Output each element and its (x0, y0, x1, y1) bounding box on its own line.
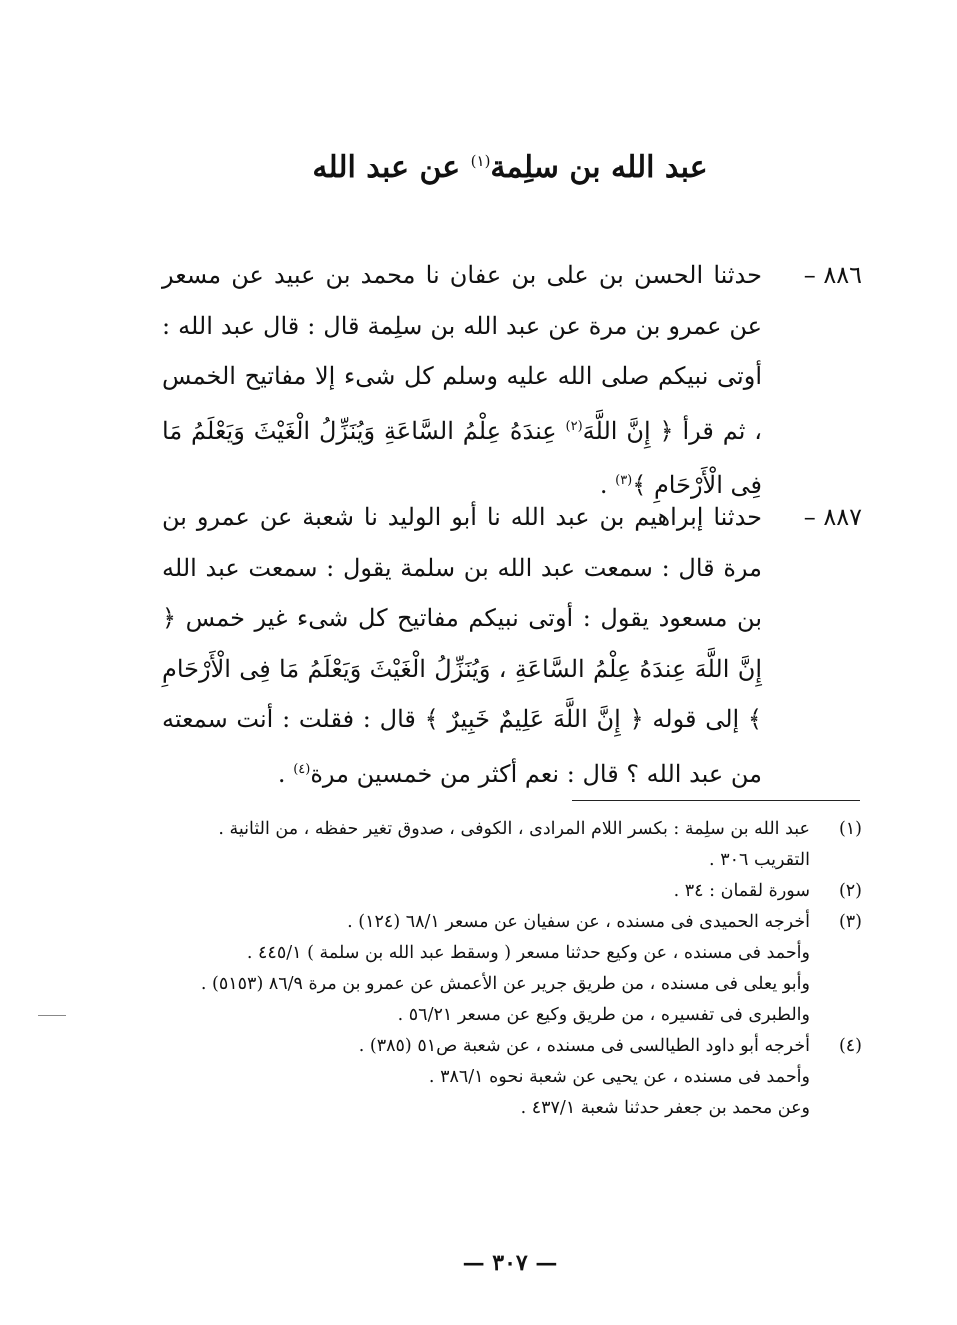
footnotes (152, 814, 862, 1124)
title-footnote-ref[interactable]: (١) (470, 152, 491, 170)
chapter-title (160, 150, 860, 185)
hadith-text-part: . (599, 471, 608, 499)
footnote-line: عبد الله بن سلِمة : بكسر اللام المرادى ، الكوفى ، صدوق تغير حفظه ، من الثانية . (218, 819, 810, 839)
margin-mark (38, 1015, 66, 1016)
hadith-text-part: عِندَهُ عِلْمُ السَّاعَةِ وَيُنَزِّلُ الْغَيْثَ وَيَعْلَمُ مَا فِى الْأَرْحَامِ ﴾ (162, 416, 762, 499)
hadith-text (162, 250, 762, 511)
footnote-2 (152, 876, 862, 907)
footnote-text (152, 876, 810, 907)
footnote-number: (١) (838, 819, 862, 839)
hadith-886 (162, 250, 862, 511)
footnote-line: وعن محمد بن جعفر حدثنا شعبة ٤٣٧/١ . (520, 1098, 810, 1118)
footnote-number: (٤) (838, 1036, 862, 1056)
hadith-text-part: . (277, 759, 286, 788)
footnote-line: وأحمد فى مسنده ، عن وكيع حدثنا مسعر ( وسقط عبد الله بن سلمة ) ٤٤٥/١ . (246, 943, 810, 963)
hadith-text (162, 492, 762, 799)
footnote-1 (152, 814, 862, 876)
chapter-title-text-2: عن عبد الله (312, 150, 461, 185)
footnote-text (152, 907, 810, 1031)
footnote-text (152, 1031, 810, 1124)
footnote-ref[interactable]: (٣) (615, 473, 633, 488)
footnote-ref[interactable]: (٤) (293, 761, 311, 777)
footnote-line: أخرجه أبو داود الطيالسى فى مسنده ، عن شعبة ص٥١ (٣٨٥) . (358, 1036, 810, 1056)
hadith-text-part: حدثنا إبراهيم بن عبد الله نا أبو الوليد نا شعبة عن عمرو بن مرة قال : سمعت عبد الله بن سلمة يقول : سمعت عبد الله بن مسعود يقول : أوتى نبيكم مفاتيح كل شىء غير خمس ﴿ إِنَّ اللَّهَ عِندَهُ عِلْمُ السَّاعَةِ ، وَيُنَزِّلُ الْغَيْثَ وَيَعْلَمُ مَا فِى الْأَرْحَامِ ﴾ إلى قوله ﴿ إِنَّ اللَّهَ عَلِيمٌ خَبِيرٌ ﴾ قال : فقلت : أنت سمعته من عبد الله ؟ قال : نعم أكثر من خمسين مرة (162, 503, 762, 788)
footnote-line: سورة لقمان : ٣٤ . (673, 881, 810, 901)
footnote-number: (٣) (838, 912, 862, 932)
chapter-title-text: عبد الله بن سلِمة (490, 150, 708, 185)
footnote-3 (152, 907, 862, 1031)
footnote-line: وأبو يعلى فى مسنده ، من طريق جرير عن الأعمش عن عمرو بن مرة ٨٦/٩ (٥١٥٣) . (200, 974, 810, 994)
footnote-line: والطبرى فى تفسيره ، من طريق وكيع عن مسعر ٥٦/٢١ . (397, 1005, 810, 1025)
page-number: — ٣٠٧ — (462, 1250, 558, 1276)
footnote-divider (572, 800, 860, 801)
footnote-line: أخرجه الحميدى فى مسنده ، عن سفيان عن مسعر ٦٨/١ (١٢٤) . (347, 912, 810, 932)
footnote-number: (٢) (838, 881, 862, 901)
hadith-text-part: حدثنا الحسن بن على بن عفان نا محمد بن عبيد عن مسعر عن عمرو بن مرة عن عبد الله بن سلِمة قال : قال عبد الله : أوتى نبيكم صلى الله عليه وسلم كل شىء إلا مفاتيح الخمس ، ثم قرأ ﴿ إِنَّ اللَّهَ (162, 261, 762, 445)
footnote-ref[interactable]: (٢) (565, 418, 583, 434)
footnote-text (152, 814, 810, 876)
footnote-line: وأحمد فى مسنده ، عن يحيى عن شعبة نحوه ٣٨٦/١ . (428, 1067, 810, 1087)
hadith-number: ٨٨٧ – (803, 503, 862, 531)
hadith-number: ٨٨٦ – (803, 261, 862, 289)
hadith-887 (162, 492, 862, 799)
footnote-line: التقريب ٣٠٦ . (709, 850, 810, 870)
footnote-4 (152, 1031, 862, 1124)
